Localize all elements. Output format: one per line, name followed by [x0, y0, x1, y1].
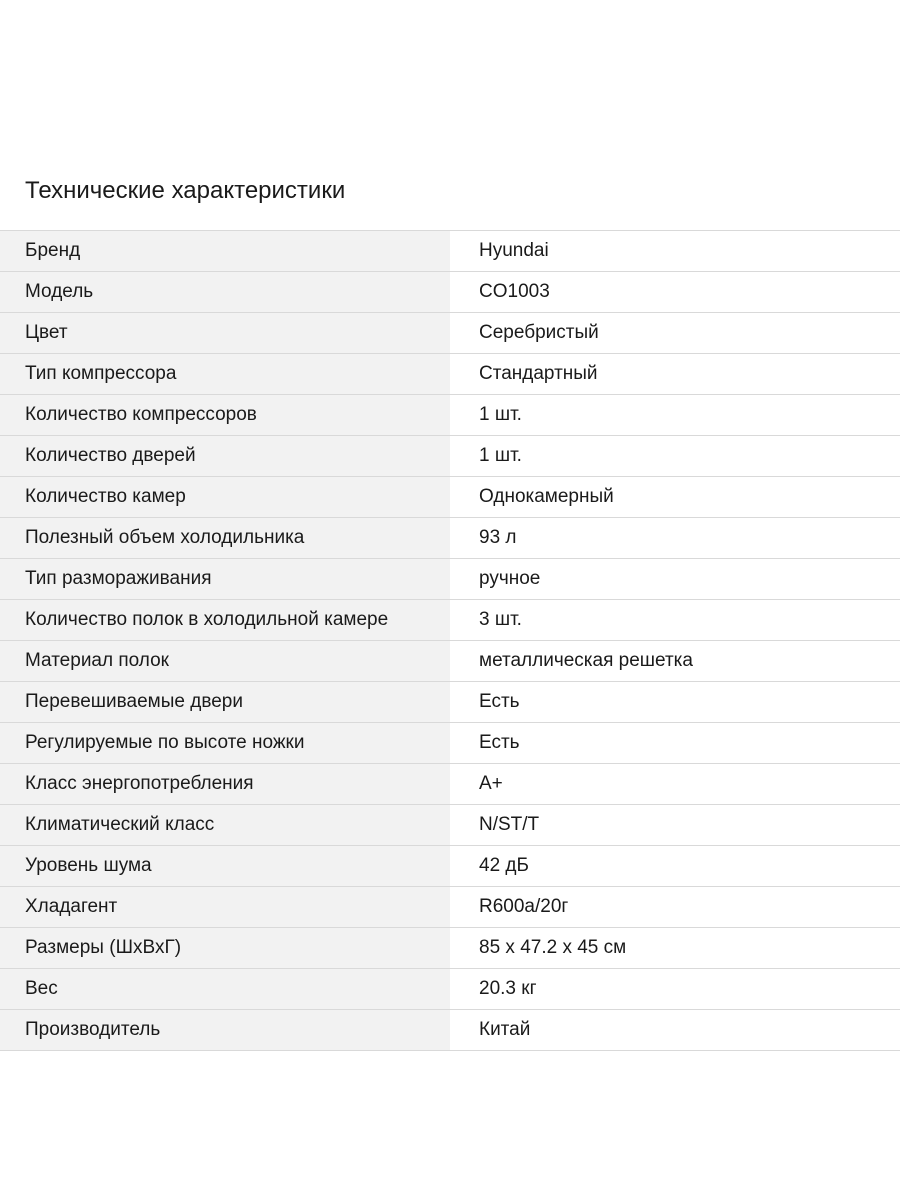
- spec-row-shelf-count: [0, 600, 900, 641]
- spec-label: Количество камер: [0, 477, 450, 517]
- spec-label: Регулируемые по высоте ножки: [0, 723, 450, 763]
- spec-row-model: [0, 272, 900, 313]
- spec-value: CO1003: [450, 272, 900, 312]
- spec-value: А+: [450, 764, 900, 804]
- spec-label: Производитель: [0, 1010, 450, 1050]
- spec-row-compressor-count: [0, 395, 900, 436]
- spec-value: Однокамерный: [450, 477, 900, 517]
- spec-label: Хладагент: [0, 887, 450, 927]
- spec-label: Цвет: [0, 313, 450, 353]
- spec-value: N/ST/T: [450, 805, 900, 845]
- spec-row-shelf-material: [0, 641, 900, 682]
- spec-value: Hyundai: [450, 231, 900, 271]
- spec-label: Количество компрессоров: [0, 395, 450, 435]
- spec-label: Тип размораживания: [0, 559, 450, 599]
- spec-row-brand: [0, 231, 900, 272]
- spec-value: R600a/20г: [450, 887, 900, 927]
- spec-label: Перевешиваемые двери: [0, 682, 450, 722]
- spec-label: Размеры (ШхВхГ): [0, 928, 450, 968]
- spec-value: 1 шт.: [450, 395, 900, 435]
- spec-row-energy-class: [0, 764, 900, 805]
- spec-value: 20.3 кг: [450, 969, 900, 1009]
- spec-value: Стандартный: [450, 354, 900, 394]
- spec-row-reversible-doors: [0, 682, 900, 723]
- spec-row-color: [0, 313, 900, 354]
- spec-label: Климатический класс: [0, 805, 450, 845]
- spec-value: Китай: [450, 1010, 900, 1050]
- spec-value: Серебристый: [450, 313, 900, 353]
- spec-value: 42 дБ: [450, 846, 900, 886]
- spec-value: Есть: [450, 723, 900, 763]
- spec-row-refrigerant: [0, 887, 900, 928]
- specs-table: [0, 230, 900, 1051]
- spec-row-weight: [0, 969, 900, 1010]
- spec-label: Полезный объем холодильника: [0, 518, 450, 558]
- spec-value: Есть: [450, 682, 900, 722]
- spec-label: Тип компрессора: [0, 354, 450, 394]
- spec-row-manufacturer: [0, 1010, 900, 1051]
- spec-label: Модель: [0, 272, 450, 312]
- spec-label: Количество полок в холодильной камере: [0, 600, 450, 640]
- spec-value: 93 л: [450, 518, 900, 558]
- spec-row-door-count: [0, 436, 900, 477]
- spec-row-dimensions: [0, 928, 900, 969]
- spec-label: Вес: [0, 969, 450, 1009]
- spec-value: 85 х 47.2 х 45 см: [450, 928, 900, 968]
- spec-row-noise-level: [0, 846, 900, 887]
- spec-value: ручное: [450, 559, 900, 599]
- spec-label: Количество дверей: [0, 436, 450, 476]
- spec-value: металлическая решетка: [450, 641, 900, 681]
- spec-value: 1 шт.: [450, 436, 900, 476]
- spec-value: 3 шт.: [450, 600, 900, 640]
- spec-label: Бренд: [0, 231, 450, 271]
- section-title: Технические характеристики: [25, 177, 346, 204]
- spec-row-chamber-count: [0, 477, 900, 518]
- spec-label: Класс энергопотребления: [0, 764, 450, 804]
- spec-label: Материал полок: [0, 641, 450, 681]
- spec-row-volume: [0, 518, 900, 559]
- spec-row-climate-class: [0, 805, 900, 846]
- spec-row-defrost-type: [0, 559, 900, 600]
- spec-label: Уровень шума: [0, 846, 450, 886]
- spec-row-compressor-type: [0, 354, 900, 395]
- spec-row-adjustable-feet: [0, 723, 900, 764]
